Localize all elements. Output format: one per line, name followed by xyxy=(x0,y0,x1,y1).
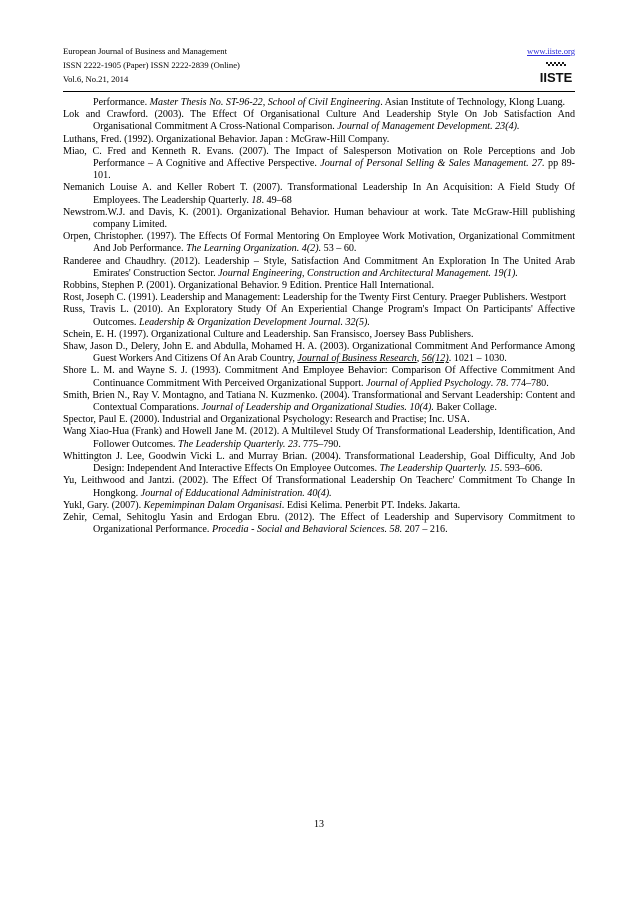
reference-italic-segment: 18 xyxy=(251,194,262,206)
reference-entry xyxy=(63,109,575,133)
page-number: 13 xyxy=(314,819,324,830)
reference-entry xyxy=(63,304,575,328)
reference-text-segment: Spector, Paul E. (2000). Industrial and Organizational Psychology: Research and Practise; Inc. USA. xyxy=(63,414,470,426)
reference-entry xyxy=(63,426,575,450)
reference-text-segment: Miao, C. Fred and Kenneth R. Evans. (2007). The Impact of Salesperson Motivation on Role Perceptions and Job Performance – A Cognitive and Affective Perspective. xyxy=(63,145,575,170)
reference-italic-segment: 56(12) xyxy=(421,353,449,365)
reference-text-segment: . Edisi Kelima. Penerbit PT. Indeks. Jakarta. xyxy=(281,499,461,511)
header-rule xyxy=(63,91,575,92)
reference-text-segment: Rost, Joseph C. (1991). Leadership and Management: Leadership for the Twenty First Century. Praeger Publishers. Westport xyxy=(63,292,567,304)
reference-list xyxy=(63,97,575,536)
reference-text-segment: Randeree and Chaudhry. (2012). Leadership – Style, Satisfaction And Commitment An Exploration In The United Arab Emirates' Construction Sector. xyxy=(63,255,575,279)
reference-italic-segment: Journal of Management Development. 23(4). xyxy=(337,121,520,133)
reference-text-segment: Schein, E. H. (1997). Organizational Culture and Leadership. San Fransisco, Joersey Bass Publishers. xyxy=(63,328,474,340)
reference-entry xyxy=(63,365,575,389)
reference-text-segment: pp 89-101. xyxy=(93,158,575,182)
reference-text-segment: Newstrom.W.J. and Davis, K. (2001). Organizational Behavior. Human behaviour at work. Tate McGraw-Hill publishing company Limited. xyxy=(63,206,575,231)
volume-line: Vol.6, No.21, 2014 xyxy=(63,74,129,84)
reference-entry xyxy=(63,182,575,206)
reference-text-segment: , xyxy=(416,353,422,365)
reference-entry xyxy=(63,292,575,304)
reference-italic-segment: The Learning Organization. 4(2). xyxy=(186,243,322,255)
reference-text-segment: . 774–780. xyxy=(505,377,549,389)
reference-entry xyxy=(63,341,575,365)
reference-italic-segment: Leadership & Organization Development Journal. 32(5). xyxy=(138,316,370,328)
reference-text-segment: Yukl, Gary. (2007). xyxy=(63,499,144,511)
svg-text:IISTE: IISTE xyxy=(539,70,573,85)
reference-text-segment: . xyxy=(490,377,496,389)
reference-text-segment: Luthans, Fred. (1992). Organizational Behavior. Japan : McGraw-Hill Company. xyxy=(63,133,390,145)
reference-text-segment: 207 – 216. xyxy=(402,524,448,536)
reference-italic-segment: Journal Engineering, Construction and Architectural Management. 19(1). xyxy=(218,267,518,279)
reference-entry xyxy=(63,512,575,536)
reference-italic-segment: The Leadership Quarterly. 15 xyxy=(379,463,500,475)
reference-text-segment: . 593–606. xyxy=(499,463,543,475)
reference-text-segment: Yu, Leithwood and Jantzi. (2002). The Effect Of Transformational Leadership On Teacherc' Commitment To Change In Hongkong. xyxy=(63,475,575,499)
issn-line: ISSN 2222-1905 (Paper) ISSN 2222-2839 (Online) xyxy=(63,60,240,70)
reference-text-segment: Performance. xyxy=(93,97,150,108)
reference-entry xyxy=(63,500,575,512)
reference-text-segment: Shaw, Jason D., Delery, John E. and Abdulla, Mohamed H. A. (2003). Organizational Commitment And Performance Among Guest Workers And Citizens Of An Arab Country, xyxy=(63,341,575,365)
reference-text-segment: Orpen, Christopher. (1997). The Effects Of Formal Mentoring On Employee Work Motivation, Organizational Commitment And Job Performance. xyxy=(63,231,575,255)
reference-text-segment: Whittington J. Lee, Goodwin Vicki L. and Murray Brian. (2004). Transformational Leadership, Goal Difficulty, And Job Design: Independent And Interactive Effects On Employee Outcomes. xyxy=(63,450,575,475)
reference-entry xyxy=(63,390,575,414)
reference-entry xyxy=(63,231,575,255)
iiste-logo-icon xyxy=(537,60,575,86)
reference-italic-segment: Journal of Business Research xyxy=(297,353,417,365)
journal-website-link[interactable]: www.iiste.org xyxy=(527,46,575,56)
reference-entry xyxy=(63,256,575,280)
reference-entry xyxy=(63,146,575,183)
reference-text-segment: Zehir, Cemal, Sehitoglu Yasin and Erdogan Ebru. (2012). The Effect of Leadership and Supervisory Commitment to Organizational Performance. xyxy=(63,511,575,536)
reference-text-segment: . 49–68 xyxy=(261,194,292,206)
reference-entry xyxy=(63,97,575,109)
reference-entry xyxy=(63,414,575,426)
journal-title: European Journal of Business and Management xyxy=(63,46,227,56)
reference-text-segment: . Asian Institute of Technology, Klong Luang. xyxy=(380,97,566,108)
reference-italic-segment: 78 xyxy=(495,377,506,389)
reference-text-segment: Baker Collage. xyxy=(433,402,497,414)
reference-italic-segment: Journal of Applied Psychology xyxy=(366,377,491,389)
reference-text-segment: 53 – 60. xyxy=(321,243,357,255)
reference-text-segment: Shore L. M. and Wayne S. J. (1993). Commitment And Employee Behavior: Comparison Of Affective Commitment And Continuance Commitment With Perceived Organizational Support. xyxy=(63,365,575,389)
reference-entry xyxy=(63,134,575,146)
reference-entry xyxy=(63,280,575,292)
reference-italic-segment: Journal of Personal Selling & Sales Management. 27. xyxy=(320,158,545,170)
reference-italic-segment: Procedia - Social and Behavioral Sciences. 58. xyxy=(211,524,403,536)
reference-text-segment: Nemanich Louise A. and Keller Robert T. (2007). Transformational Leadership In An Acquisition: A Field Study Of Employees. The Leadership Quarterly. xyxy=(63,182,575,206)
reference-entry xyxy=(63,475,575,499)
reference-text-segment: Smith, Brien N., Ray V. Montagno, and Tatiana N. Kuzmenko. (2004). Transformational and Servant Leadership: Content and Contextual Comparations. xyxy=(63,389,575,414)
reference-italic-segment: Journal of Edducational Administration. 40(4). xyxy=(140,487,332,499)
reference-text-segment: Robbins, Stephen P. (2001). Organizational Behavior. 9 Edition. Prentice Hall International. xyxy=(63,280,434,292)
reference-text-segment: Russ, Travis L. (2010). An Exploratory Study Of An Experiential Change Program's Impact On Participants' Affective Outcomes. xyxy=(63,304,575,328)
reference-entry xyxy=(63,207,575,231)
reference-italic-segment: The Leadership Quarterly. 23 xyxy=(177,438,298,450)
reference-text-segment: . 1021 – 1030. xyxy=(448,353,507,365)
reference-entry xyxy=(63,451,575,475)
reference-italic-segment: Master Thesis No. ST-96-22, School of Civil Engineering xyxy=(149,97,381,108)
reference-italic-segment: Journal of Leadership and Organizational Studies. 10(4). xyxy=(201,402,434,414)
page-header xyxy=(63,44,575,94)
reference-entry xyxy=(63,329,575,341)
reference-text-segment: . 775–790. xyxy=(297,438,341,450)
reference-text-segment: Wang Xiao-Hua (Frank) and Howell Jane M. (2012). A Multilevel Study Of Transformational Leadership, Identification, And Follower Outcomes. xyxy=(63,426,575,450)
reference-text-segment: Lok and Crawford. (2003). The Effect Of Organisational Culture And Leadership Style On Job Satisfaction And Organisational Commitment A Cross-National Comparison. xyxy=(63,109,575,133)
reference-italic-segment: Kepemimpinan Dalam Organisasi xyxy=(143,499,282,511)
